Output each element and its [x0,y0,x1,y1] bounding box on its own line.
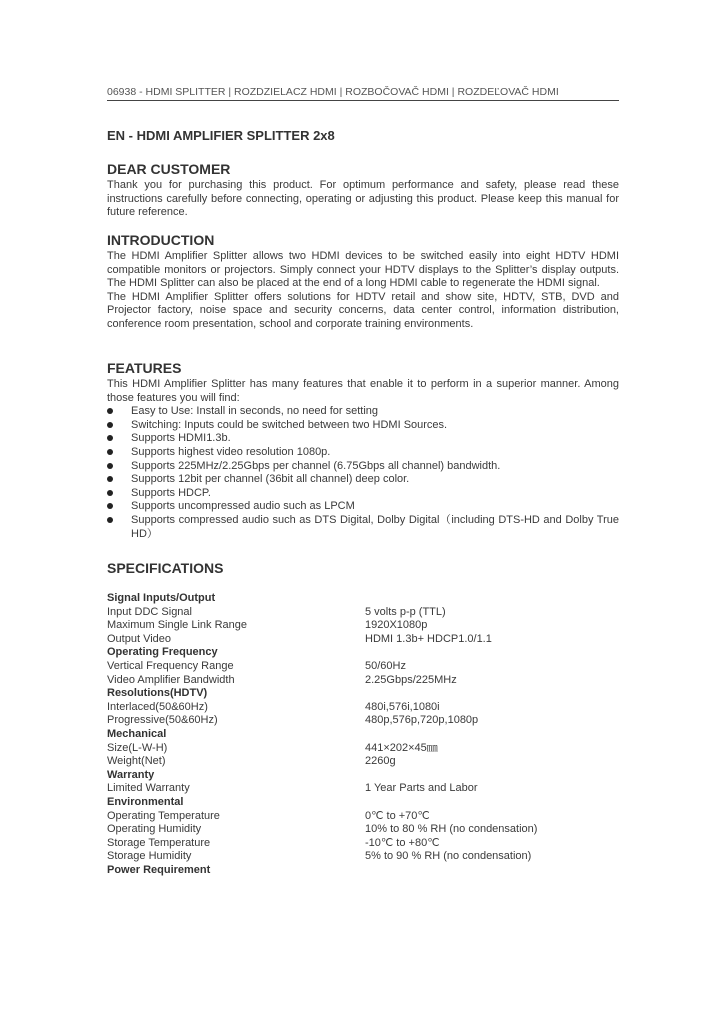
spec-value: 441×202×45㎜ [365,741,438,754]
feature-item [107,487,619,501]
running-header: 06938 - HDMI SPLITTER | ROZDZIELACZ HDMI | ROZBOČOVAČ HDMI | ROZDEĽOVAČ HDMI [107,86,619,101]
bullet-icon [107,422,113,428]
spec-label: Vertical Frequency Range [107,659,234,672]
document-title: EN - HDMI AMPLIFIER SPLITTER 2x8 [107,128,335,143]
spec-label: Video Amplifier Bandwidth [107,673,235,686]
spec-value: 50/60Hz [365,659,406,672]
spec-value: 2.25Gbps/225MHz [365,673,457,686]
spec-group-heading: Power Requirement [107,863,211,876]
specifications-section [107,560,619,578]
bullet-icon [107,408,113,414]
feature-text: Supports 225MHz/2.25Gbps per channel (6.75Gbps all channel) bandwidth. [131,459,501,472]
introduction-paragraph-1: The HDMI Amplifier Splitter allows two HDMI devices to be switched easily into eight HDTV HDMI compatible monitors or projectors. Simply connect your HDTV displays to the Splitter’s display outputs. The HDMI Splitter can also be placed at the end of a long HDMI cable to regenerate the HDMI signal. [107,250,619,290]
feature-item [107,500,619,514]
introduction-heading: INTRODUCTION [107,232,215,248]
bullet-icon [107,449,113,455]
spec-group-heading: Environmental [107,795,184,808]
spec-row [107,701,619,715]
spec-value: -10℃ to +80℃ [365,836,440,849]
feature-text: Supports HDCP. [131,486,211,499]
spec-value: 2260g [365,755,396,768]
spec-label: Maximum Single Link Range [107,619,248,632]
spec-group-heading: Operating Frequency [107,646,218,659]
features-section [107,360,619,541]
spec-value: 1 Year Parts and Labor [365,782,478,795]
spec-label: Interlaced(50&60Hz) [107,700,208,713]
spec-row [107,810,619,824]
spec-row [107,660,619,674]
spec-value: 480p,576p,720p,1080p [365,714,479,727]
spec-label: Output Video [107,632,172,645]
spec-row [107,850,619,864]
feature-text: Supports uncompressed audio such as LPCM [131,500,355,513]
spec-value: 10% to 80 % RH (no condensation) [365,823,538,836]
dear-customer-heading: DEAR CUSTOMER [107,161,231,177]
features-intro: This HDMI Amplifier Splitter has many features that enable it to perform in a superior manner. Among those features you will find: [107,378,619,404]
feature-item [107,432,619,446]
spec-value: HDMI 1.3b+ HDCP1.0/1.1 [365,632,492,645]
spec-value: 1920X1080p [365,619,428,632]
spec-row [107,742,619,756]
spec-label: Storage Temperature [107,836,211,849]
spec-group-heading: Signal Inputs/Output [107,592,216,604]
feature-item [107,446,619,460]
spec-group-heading: Mechanical [107,727,167,740]
spec-row [107,619,619,633]
spec-row [107,606,619,620]
spec-row [107,633,619,647]
feature-item [107,514,619,541]
introduction-paragraph-2: The HDMI Amplifier Splitter offers solutions for HDTV retail and show site, HDTV, STB, DVD and Projector factory, noise space and security concerns, data center control, information distribution, conference room presentation, school and corporate training environments. [107,290,619,330]
features-heading: FEATURES [107,360,182,376]
bullet-icon [107,463,113,469]
spec-label: Operating Temperature [107,809,220,822]
dear-customer-text: Thank you for purchasing this product. For optimum performance and safety, please read these instructions carefully before connecting, operating or adjusting this product. Please keep this manual for future reference. [107,179,619,219]
spec-group-heading: Warranty [107,768,155,781]
bullet-icon [107,435,113,441]
feature-text: Supports HDMI1.3b. [131,432,231,445]
spec-value: 5% to 90 % RH (no condensation) [365,850,532,863]
bullet-icon [107,476,113,482]
spec-label: Limited Warranty [107,782,190,795]
spec-group-heading: Resolutions(HDTV) [107,687,208,700]
spec-label: Weight(Net) [107,755,166,768]
feature-text: Switching: Inputs could be switched between two HDMI Sources. [131,418,448,431]
feature-text: Supports 12bit per channel (36bit all channel) deep color. [131,473,410,486]
spec-label: Progressive(50&60Hz) [107,714,218,727]
introduction-section [107,232,619,332]
feature-item [107,473,619,487]
spec-label: Storage Humidity [107,850,192,863]
feature-text: Supports compressed audio such as DTS Digital, Dolby Digital（including DTS-HD and Dolby True HD） [131,513,619,540]
spec-row [107,674,619,688]
spec-label: Input DDC Signal [107,605,192,618]
spec-row [107,755,619,769]
specifications-table [107,592,619,877]
spec-label: Size(L-W-H) [107,741,168,754]
bullet-icon [107,490,113,496]
feature-item [107,419,619,433]
spec-value: 0℃ to +70℃ [365,809,430,822]
bullet-icon [107,517,113,523]
spec-row [107,823,619,837]
feature-text: Supports highest video resolution 1080p. [131,445,331,458]
spec-row [107,714,619,728]
spec-value: 5 volts p-p (TTL) [365,605,446,618]
spec-row [107,837,619,851]
spec-value: 480i,576i,1080i [365,700,440,713]
feature-text: Easy to Use: Install in seconds, no need for setting [131,405,379,418]
feature-item [107,460,619,474]
spec-row [107,782,619,796]
dear-customer-section [107,161,619,220]
bullet-icon [107,503,113,509]
feature-item [107,405,619,419]
spec-label: Operating Humidity [107,823,202,836]
feature-list [107,405,619,541]
specifications-heading: SPECIFICATIONS [107,560,224,576]
